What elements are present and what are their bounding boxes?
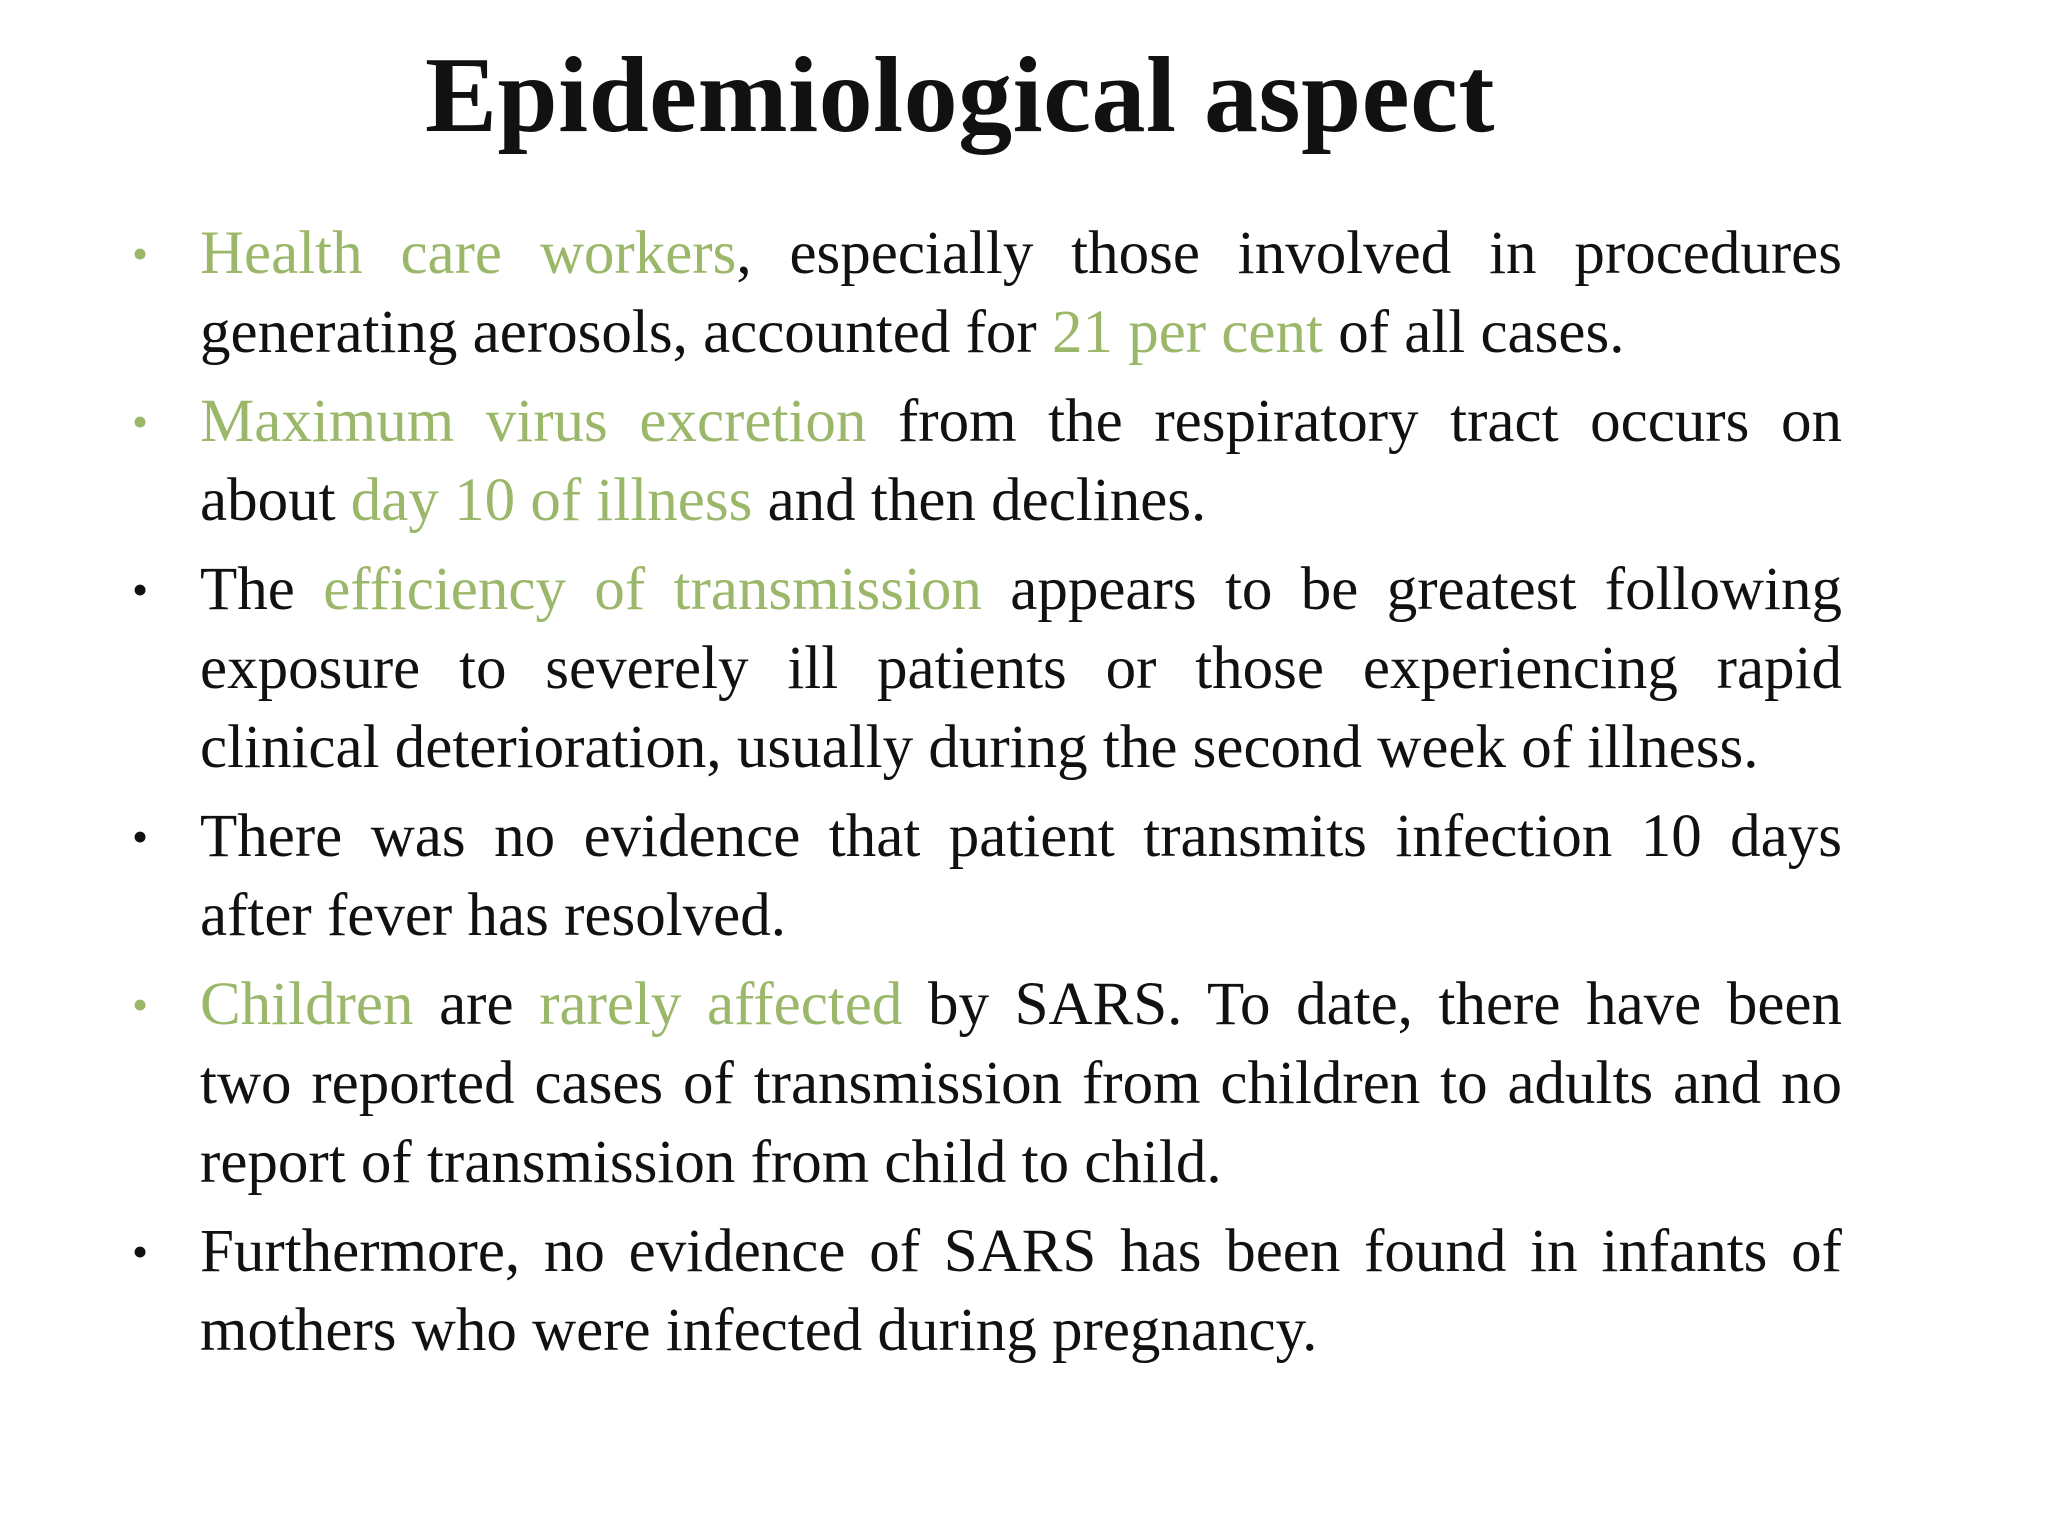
bullet-text: The	[200, 556, 324, 623]
bullet-dot-icon: •	[131, 811, 149, 862]
bullet-item	[120, 550, 1842, 787]
bullet-dot-icon: •	[131, 564, 149, 615]
bullet-text: by SARS. To date, there have been two reported cases of transmission from children to adults and no report of transmission from child to child.	[200, 971, 1842, 1196]
bullet-item	[120, 214, 1842, 372]
highlighted-text: Health care workers	[200, 220, 737, 287]
bullet-text: from the respiratory tract occurs on about	[200, 388, 1842, 534]
bullet-text: , especially those involved in procedures generating aerosols, accounted for	[200, 220, 1842, 366]
bullet-item	[120, 382, 1842, 540]
highlighted-text: efficiency of transmission	[323, 556, 982, 623]
bullet-text: Furthermore, no evidence of SARS has been found in infants of mothers who were infected during pregnancy.	[200, 1218, 1842, 1364]
bullet-list	[120, 214, 1842, 1380]
bullet-text: appears to be greatest following exposure to severely ill patients or those experiencing rapid clinical deterioration, usually during the second week of illness.	[200, 556, 1842, 781]
bullet-dot-icon: •	[131, 228, 149, 279]
bullet-text: are	[413, 971, 540, 1038]
bullet-dot-icon: •	[131, 396, 149, 447]
bullet-item	[120, 1212, 1842, 1370]
bullet-dot-icon: •	[131, 1226, 149, 1277]
highlighted-text: Maximum virus excretion	[200, 388, 867, 455]
bullet-item	[120, 797, 1842, 955]
bullet-item	[120, 965, 1842, 1202]
bullet-text: There was no evidence that patient transmits infection 10 days after fever has resolved.	[200, 803, 1842, 949]
highlighted-text: 21 per cent	[1051, 299, 1323, 366]
highlighted-text: day 10 of illness	[350, 467, 753, 534]
bullet-dot-icon: •	[131, 979, 149, 1030]
bullet-text: and then declines.	[752, 467, 1207, 534]
highlighted-text: Children	[200, 971, 414, 1038]
bullet-text: of all cases.	[1322, 299, 1625, 366]
highlighted-text: rarely affected	[539, 971, 903, 1038]
slide-title: Epidemiological aspect	[425, 36, 1495, 155]
